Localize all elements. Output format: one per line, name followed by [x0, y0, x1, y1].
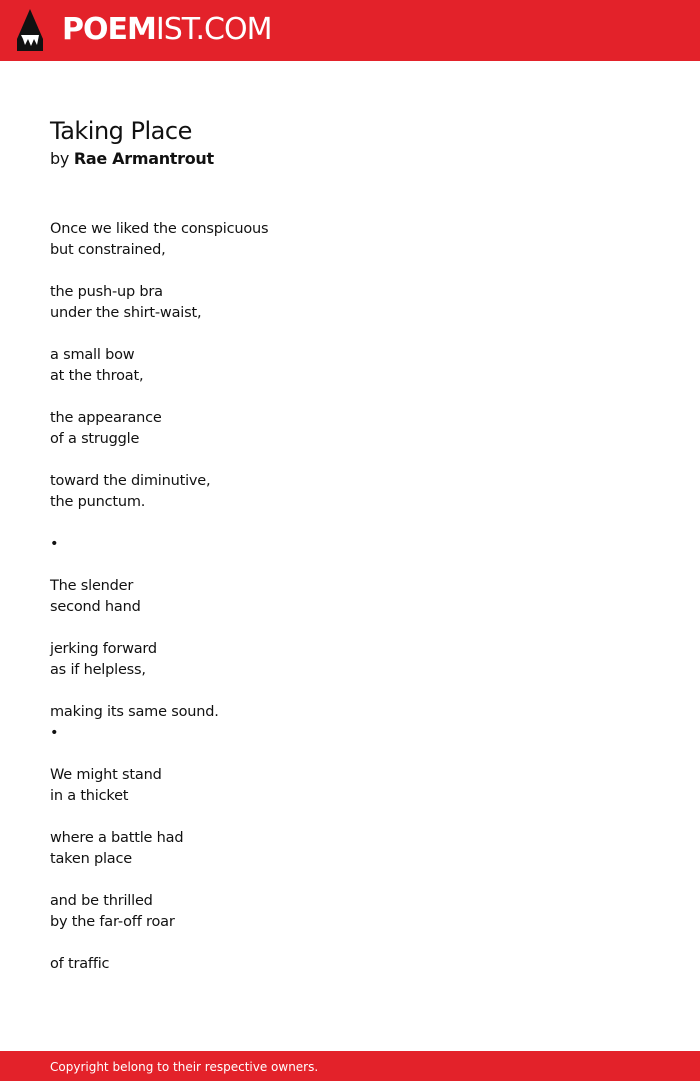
stanza	[50, 576, 268, 618]
site-logo[interactable]	[62, 12, 271, 48]
section-divider	[50, 534, 268, 555]
poem-line: making its same sound.	[50, 704, 219, 720]
poem-line: Once we liked the conspicuous	[50, 221, 269, 237]
byline	[50, 149, 214, 169]
poem-line: The slender	[50, 578, 134, 594]
brand-bold-text: POEM	[62, 12, 156, 47]
poem-line: taken place	[50, 851, 132, 867]
section-bullet: •	[50, 725, 59, 741]
poem-line: by the far-off roar	[50, 914, 175, 930]
stanza	[50, 828, 268, 870]
poem-line: a small bow	[50, 347, 135, 363]
stanza	[50, 282, 268, 324]
section-bullet: •	[50, 536, 59, 552]
poem-line: toward the diminutive,	[50, 473, 211, 489]
stanza	[50, 891, 268, 933]
footer-bar	[0, 1051, 700, 1081]
stanza	[50, 639, 268, 681]
poem-line: of a struggle	[50, 431, 140, 447]
author-name: Rae Armantrout	[73, 149, 214, 168]
byline-prefix: by	[50, 149, 70, 168]
poem-line: second hand	[50, 599, 141, 615]
stanza	[50, 954, 268, 975]
poem-line: and be thrilled	[50, 893, 153, 909]
poem-line: of traffic	[50, 956, 110, 972]
poem-line: as if helpless,	[50, 662, 146, 678]
stanza	[50, 345, 268, 387]
poem-line: under the shirt-waist,	[50, 305, 202, 321]
poem-line: jerking forward	[50, 641, 157, 657]
poem-line: in a thicket	[50, 788, 129, 804]
poem-line: at the throat,	[50, 368, 144, 384]
stanza	[50, 219, 268, 261]
poem-line: where a battle had	[50, 830, 184, 846]
poem-body	[50, 219, 268, 975]
poem-line: the punctum.	[50, 494, 146, 510]
poem-line: the push-up bra	[50, 284, 163, 300]
pencil-tip-icon	[17, 9, 43, 51]
poem-line: We might stand	[50, 767, 162, 783]
poem-line: the appearance	[50, 410, 162, 426]
stanza	[50, 471, 268, 513]
stanza	[50, 702, 268, 744]
poem-line: but constrained,	[50, 242, 166, 258]
stanza	[50, 408, 268, 450]
stanza	[50, 765, 268, 807]
copyright-text: Copyright belong to their respective owners.	[50, 1060, 319, 1074]
brand-light-text: IST.COM	[155, 12, 272, 47]
header-bar	[0, 0, 700, 61]
poem-title: Taking Place	[50, 117, 192, 145]
